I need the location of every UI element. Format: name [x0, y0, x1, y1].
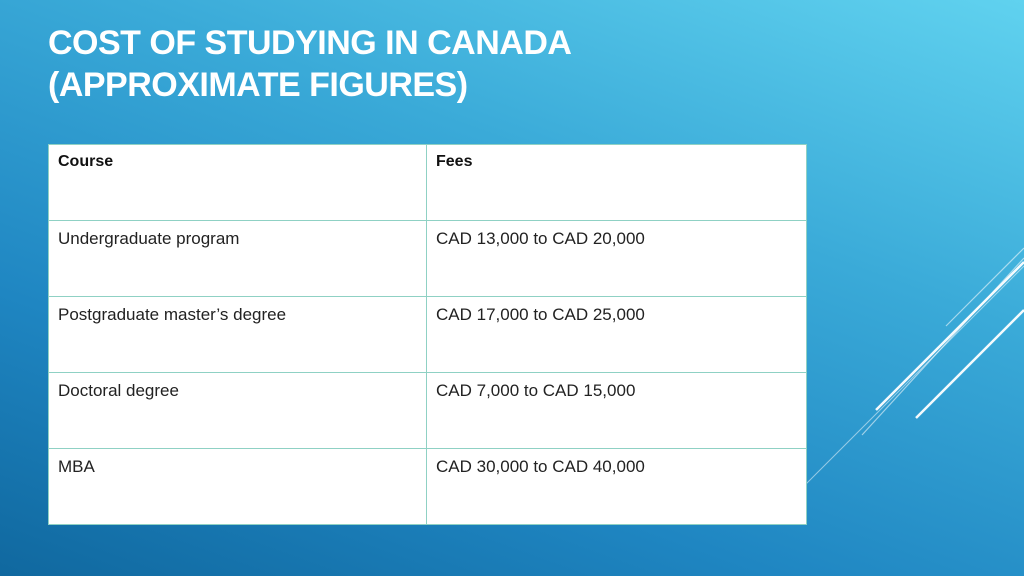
fees-table: [48, 144, 807, 525]
header-course: Course: [49, 145, 427, 221]
deco-line: [916, 310, 1024, 418]
page-title: [48, 22, 571, 106]
course-cell: Postgraduate master’s degree: [49, 297, 427, 373]
course-cell: MBA: [49, 449, 427, 525]
fees-cell: CAD 7,000 to CAD 15,000: [427, 373, 807, 449]
table-row: [49, 449, 807, 525]
table-row: [49, 373, 807, 449]
table-row: [49, 221, 807, 297]
course-cell: Doctoral degree: [49, 373, 427, 449]
fees-cell: CAD 13,000 to CAD 20,000: [427, 221, 807, 297]
deco-line: [806, 266, 1024, 484]
fees-cell: CAD 30,000 to CAD 40,000: [427, 449, 807, 525]
header-fees: Fees: [427, 145, 807, 221]
deco-line: [946, 248, 1024, 326]
title-line-1: COST OF STUDYING IN CANADA: [48, 24, 572, 62]
title-line-2: (APPROXIMATE FIGURES): [48, 66, 468, 104]
deco-line: [876, 262, 1024, 410]
table-row: [49, 297, 807, 373]
course-cell: Undergraduate program: [49, 221, 427, 297]
fees-cell: CAD 17,000 to CAD 25,000: [427, 297, 807, 373]
table-header-row: [49, 145, 807, 221]
